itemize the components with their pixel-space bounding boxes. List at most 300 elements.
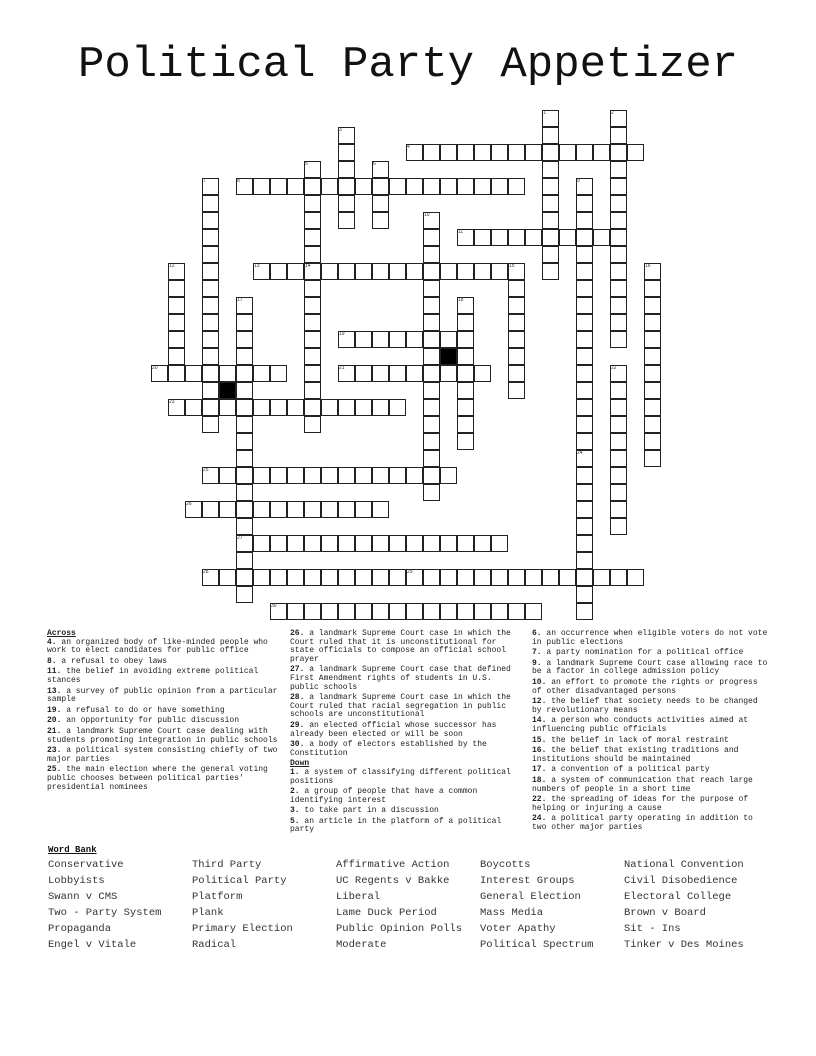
grid-cell[interactable]: [304, 195, 321, 212]
grid-cell[interactable]: [168, 314, 185, 331]
grid-cell[interactable]: [355, 603, 372, 620]
grid-cell[interactable]: [372, 501, 389, 518]
grid-cell[interactable]: [253, 535, 270, 552]
grid-cell[interactable]: [406, 365, 423, 382]
grid-cell[interactable]: [287, 501, 304, 518]
grid-cell[interactable]: [321, 467, 338, 484]
grid-cell[interactable]: [576, 535, 593, 552]
grid-cell[interactable]: [457, 535, 474, 552]
grid-cell[interactable]: [576, 212, 593, 229]
grid-cell[interactable]: [423, 348, 440, 365]
grid-cell[interactable]: [304, 569, 321, 586]
grid-cell[interactable]: [559, 569, 576, 586]
grid-cell[interactable]: [372, 467, 389, 484]
grid-cell[interactable]: [576, 433, 593, 450]
grid-cell[interactable]: [525, 603, 542, 620]
grid-cell[interactable]: [236, 365, 253, 382]
grid-cell[interactable]: [610, 178, 627, 195]
grid-cell[interactable]: [508, 603, 525, 620]
grid-cell[interactable]: [423, 144, 440, 161]
grid-cell[interactable]: [389, 467, 406, 484]
grid-cell[interactable]: [372, 178, 389, 195]
grid-cell[interactable]: [644, 348, 661, 365]
grid-cell[interactable]: [508, 331, 525, 348]
grid-cell[interactable]: [202, 399, 219, 416]
grid-cell[interactable]: [202, 297, 219, 314]
grid-cell[interactable]: [457, 365, 474, 382]
grid-cell[interactable]: [457, 569, 474, 586]
grid-cell[interactable]: [457, 144, 474, 161]
grid-cell[interactable]: [236, 484, 253, 501]
grid-cell[interactable]: [202, 348, 219, 365]
grid-cell[interactable]: [253, 178, 270, 195]
grid-cell[interactable]: [423, 450, 440, 467]
grid-cell[interactable]: [236, 348, 253, 365]
grid-cell[interactable]: [423, 297, 440, 314]
grid-cell[interactable]: [338, 535, 355, 552]
grid-cell[interactable]: [304, 348, 321, 365]
grid-cell[interactable]: [338, 195, 355, 212]
grid-cell[interactable]: [644, 433, 661, 450]
grid-cell[interactable]: [593, 229, 610, 246]
grid-cell[interactable]: [644, 280, 661, 297]
grid-cell[interactable]: [508, 280, 525, 297]
grid-cell[interactable]: [457, 314, 474, 331]
grid-cell[interactable]: [202, 331, 219, 348]
grid-cell[interactable]: [338, 263, 355, 280]
grid-cell[interactable]: [423, 399, 440, 416]
grid-cell[interactable]: [355, 365, 372, 382]
grid-cell[interactable]: [321, 178, 338, 195]
grid-cell[interactable]: [338, 501, 355, 518]
grid-cell[interactable]: [610, 399, 627, 416]
grid-cell[interactable]: [440, 569, 457, 586]
grid-cell[interactable]: [270, 263, 287, 280]
grid-cell[interactable]: [304, 382, 321, 399]
grid-cell[interactable]: [610, 433, 627, 450]
grid-cell[interactable]: [236, 382, 253, 399]
grid-cell[interactable]: [168, 331, 185, 348]
grid-cell[interactable]: [185, 365, 202, 382]
grid-cell[interactable]: [253, 399, 270, 416]
grid-cell[interactable]: [355, 501, 372, 518]
grid-cell[interactable]: [644, 314, 661, 331]
grid-cell[interactable]: [576, 382, 593, 399]
grid-cell[interactable]: [627, 569, 644, 586]
grid-cell[interactable]: [610, 501, 627, 518]
grid-cell[interactable]: [270, 178, 287, 195]
grid-cell[interactable]: [423, 331, 440, 348]
grid-cell[interactable]: [610, 297, 627, 314]
grid-cell[interactable]: [406, 603, 423, 620]
grid-cell[interactable]: [576, 144, 593, 161]
grid-cell[interactable]: [474, 178, 491, 195]
grid-cell[interactable]: [168, 280, 185, 297]
grid-cell[interactable]: [321, 603, 338, 620]
grid-cell[interactable]: [474, 144, 491, 161]
grid-cell[interactable]: [525, 144, 542, 161]
grid-cell[interactable]: [304, 416, 321, 433]
grid-cell[interactable]: [440, 603, 457, 620]
grid-cell[interactable]: [406, 331, 423, 348]
grid-cell[interactable]: [508, 569, 525, 586]
grid-cell[interactable]: [542, 229, 559, 246]
grid-cell[interactable]: [202, 229, 219, 246]
grid-cell[interactable]: [457, 331, 474, 348]
grid-cell[interactable]: [440, 331, 457, 348]
grid-cell[interactable]: [304, 280, 321, 297]
grid-cell[interactable]: [270, 569, 287, 586]
grid-cell[interactable]: [287, 178, 304, 195]
grid-cell[interactable]: [474, 569, 491, 586]
grid-cell[interactable]: [219, 569, 236, 586]
grid-cell[interactable]: [491, 144, 508, 161]
grid-cell[interactable]: [253, 569, 270, 586]
grid-cell[interactable]: [304, 399, 321, 416]
grid-cell[interactable]: [304, 314, 321, 331]
grid-cell[interactable]: [372, 365, 389, 382]
grid-cell[interactable]: [610, 263, 627, 280]
grid-cell[interactable]: [270, 467, 287, 484]
grid-cell[interactable]: [508, 314, 525, 331]
grid-cell[interactable]: [355, 178, 372, 195]
grid-cell[interactable]: [168, 348, 185, 365]
grid-cell[interactable]: [355, 569, 372, 586]
grid-cell[interactable]: [236, 501, 253, 518]
grid-cell[interactable]: [610, 331, 627, 348]
grid-cell[interactable]: [304, 246, 321, 263]
grid-cell[interactable]: [576, 552, 593, 569]
grid-cell[interactable]: [610, 314, 627, 331]
grid-cell[interactable]: [236, 518, 253, 535]
grid-cell[interactable]: [389, 603, 406, 620]
grid-cell[interactable]: [202, 314, 219, 331]
grid-cell[interactable]: [644, 382, 661, 399]
grid-cell[interactable]: [576, 501, 593, 518]
grid-cell[interactable]: [168, 365, 185, 382]
grid-cell[interactable]: [542, 178, 559, 195]
grid-cell[interactable]: [389, 365, 406, 382]
grid-cell[interactable]: [219, 501, 236, 518]
grid-cell[interactable]: [355, 263, 372, 280]
grid-cell[interactable]: [576, 416, 593, 433]
grid-cell[interactable]: [457, 399, 474, 416]
grid-cell[interactable]: [423, 382, 440, 399]
grid-cell[interactable]: [457, 178, 474, 195]
grid-cell[interactable]: [610, 484, 627, 501]
grid-cell[interactable]: [423, 535, 440, 552]
grid-cell[interactable]: [202, 416, 219, 433]
grid-cell[interactable]: [304, 501, 321, 518]
grid-cell[interactable]: [321, 263, 338, 280]
grid-cell[interactable]: [202, 501, 219, 518]
grid-cell[interactable]: [304, 178, 321, 195]
grid-cell[interactable]: [236, 399, 253, 416]
grid-cell[interactable]: [219, 399, 236, 416]
clue-number: 2.: [290, 787, 300, 797]
grid-cell[interactable]: [457, 348, 474, 365]
grid-cell[interactable]: [576, 569, 593, 586]
grid-cell[interactable]: [338, 144, 355, 161]
grid-cell[interactable]: [491, 229, 508, 246]
grid-cell[interactable]: [525, 569, 542, 586]
grid-cell[interactable]: [304, 297, 321, 314]
grid-cell[interactable]: [304, 331, 321, 348]
grid-cell[interactable]: [542, 144, 559, 161]
grid-cell[interactable]: [253, 501, 270, 518]
grid-cell[interactable]: [236, 433, 253, 450]
grid-cell[interactable]: [542, 246, 559, 263]
grid-cell[interactable]: [202, 365, 219, 382]
grid-cell[interactable]: [576, 348, 593, 365]
grid-cell[interactable]: [508, 229, 525, 246]
grid-cell[interactable]: [406, 263, 423, 280]
grid-cell[interactable]: [406, 467, 423, 484]
grid-cell[interactable]: [304, 535, 321, 552]
grid-cell[interactable]: [236, 467, 253, 484]
grid-cell[interactable]: [457, 433, 474, 450]
grid-cell[interactable]: [338, 603, 355, 620]
grid-cell[interactable]: [508, 178, 525, 195]
grid-cell[interactable]: [168, 297, 185, 314]
grid-cell[interactable]: [542, 212, 559, 229]
grid-cell[interactable]: [270, 535, 287, 552]
grid-cell[interactable]: [423, 365, 440, 382]
grid-cell[interactable]: [338, 467, 355, 484]
grid-cell[interactable]: [372, 569, 389, 586]
grid-cell[interactable]: [423, 229, 440, 246]
grid-cell[interactable]: [610, 467, 627, 484]
grid-cell[interactable]: [491, 535, 508, 552]
grid-cell[interactable]: [338, 569, 355, 586]
grid-cell[interactable]: [474, 263, 491, 280]
grid-cell[interactable]: [338, 178, 355, 195]
grid-cell[interactable]: [644, 399, 661, 416]
grid-cell[interactable]: [610, 144, 627, 161]
grid-cell[interactable]: [372, 195, 389, 212]
grid-cell[interactable]: [287, 467, 304, 484]
grid-cell[interactable]: [474, 603, 491, 620]
grid-cell[interactable]: [372, 535, 389, 552]
grid-cell[interactable]: [321, 535, 338, 552]
grid-cell[interactable]: [423, 178, 440, 195]
grid-cell[interactable]: [423, 416, 440, 433]
grid-cell[interactable]: [491, 263, 508, 280]
grid-cell[interactable]: [457, 263, 474, 280]
grid-cell[interactable]: [576, 195, 593, 212]
grid-cell[interactable]: [610, 161, 627, 178]
grid-cell[interactable]: [610, 229, 627, 246]
grid-cell[interactable]: [542, 569, 559, 586]
grid-cell[interactable]: [491, 569, 508, 586]
grid-cell[interactable]: [202, 212, 219, 229]
grid-cell[interactable]: [236, 331, 253, 348]
grid-cell[interactable]: [610, 212, 627, 229]
grid-cell[interactable]: [508, 297, 525, 314]
grid-cell[interactable]: [610, 127, 627, 144]
grid-cell[interactable]: [355, 399, 372, 416]
grid-cell[interactable]: [406, 535, 423, 552]
grid-cell[interactable]: [202, 280, 219, 297]
grid-cell[interactable]: [304, 603, 321, 620]
grid-cell[interactable]: [576, 399, 593, 416]
grid-cell[interactable]: [423, 280, 440, 297]
grid-cell[interactable]: [440, 178, 457, 195]
grid-cell[interactable]: [389, 331, 406, 348]
grid-cell[interactable]: [304, 229, 321, 246]
grid-cell[interactable]: [491, 603, 508, 620]
grid-cell[interactable]: [610, 569, 627, 586]
grid-cell[interactable]: [508, 382, 525, 399]
grid-cell[interactable]: [321, 569, 338, 586]
grid-cell[interactable]: [576, 586, 593, 603]
grid-cell[interactable]: [304, 365, 321, 382]
grid-cell[interactable]: [219, 467, 236, 484]
grid-cell[interactable]: [423, 603, 440, 620]
grid-cell[interactable]: [576, 365, 593, 382]
grid-cell[interactable]: [236, 569, 253, 586]
grid-cell[interactable]: [338, 399, 355, 416]
grid-cell[interactable]: [219, 365, 236, 382]
grid-cell[interactable]: [202, 263, 219, 280]
grid-cell[interactable]: [508, 144, 525, 161]
grid-cell[interactable]: [372, 399, 389, 416]
grid-cell[interactable]: [372, 331, 389, 348]
grid-cell[interactable]: [576, 263, 593, 280]
grid-cell[interactable]: [576, 280, 593, 297]
grid-cell[interactable]: [355, 331, 372, 348]
grid-cell[interactable]: [202, 195, 219, 212]
grid-cell[interactable]: [423, 569, 440, 586]
grid-cell[interactable]: [644, 331, 661, 348]
grid-cell[interactable]: [372, 603, 389, 620]
grid-cell[interactable]: [287, 569, 304, 586]
grid-cell[interactable]: [287, 399, 304, 416]
grid-cell[interactable]: [423, 484, 440, 501]
clue-text: the belief that society needs to be changed by revolutionary means: [532, 697, 758, 715]
grid-cell[interactable]: [236, 552, 253, 569]
grid-cell[interactable]: [389, 178, 406, 195]
grid-cell[interactable]: [627, 144, 644, 161]
grid-cell[interactable]: [270, 365, 287, 382]
grid-cell[interactable]: [287, 263, 304, 280]
grid-cell[interactable]: [389, 569, 406, 586]
grid-cell[interactable]: [610, 382, 627, 399]
grid-cell[interactable]: [593, 569, 610, 586]
grid-cell[interactable]: [355, 535, 372, 552]
grid-cell[interactable]: [474, 229, 491, 246]
grid-cell[interactable]: [559, 229, 576, 246]
grid-cell[interactable]: [457, 382, 474, 399]
grid-cell[interactable]: [321, 399, 338, 416]
grid-cell[interactable]: [542, 195, 559, 212]
grid-cell[interactable]: [423, 246, 440, 263]
grid-cell[interactable]: [457, 603, 474, 620]
grid-cell[interactable]: [610, 416, 627, 433]
grid-cell[interactable]: [440, 535, 457, 552]
grid-cell[interactable]: [338, 161, 355, 178]
grid-cell[interactable]: [372, 263, 389, 280]
grid-cell[interactable]: [185, 399, 202, 416]
grid-cell[interactable]: [287, 603, 304, 620]
grid-cell[interactable]: [542, 263, 559, 280]
grid-cell[interactable]: [491, 178, 508, 195]
grid-cell[interactable]: [576, 484, 593, 501]
grid-cell[interactable]: [610, 280, 627, 297]
grid-cell[interactable]: [304, 212, 321, 229]
grid-cell[interactable]: [576, 331, 593, 348]
grid-cell[interactable]: [389, 399, 406, 416]
grid-cell[interactable]: [253, 467, 270, 484]
grid-cell[interactable]: [236, 314, 253, 331]
grid-cell[interactable]: [287, 535, 304, 552]
grid-cell[interactable]: [474, 365, 491, 382]
grid-cell[interactable]: [372, 212, 389, 229]
grid-cell[interactable]: [559, 144, 576, 161]
grid-cell[interactable]: [389, 263, 406, 280]
grid-cell[interactable]: [423, 263, 440, 280]
grid-cell[interactable]: [508, 348, 525, 365]
clue-item: [532, 630, 768, 647]
grid-cell[interactable]: [253, 365, 270, 382]
grid-cell[interactable]: [406, 178, 423, 195]
grid-cell[interactable]: [270, 399, 287, 416]
grid-cell[interactable]: [440, 365, 457, 382]
grid-number: 14: [305, 263, 311, 269]
grid-cell[interactable]: [644, 416, 661, 433]
grid-cell[interactable]: [644, 365, 661, 382]
grid-cell[interactable]: [423, 314, 440, 331]
grid-cell[interactable]: [610, 450, 627, 467]
grid-cell[interactable]: [321, 501, 338, 518]
grid-cell[interactable]: [236, 416, 253, 433]
grid-cell[interactable]: [542, 161, 559, 178]
grid-cell[interactable]: [202, 246, 219, 263]
grid-cell[interactable]: [338, 212, 355, 229]
grid-cell[interactable]: [576, 603, 593, 620]
grid-cell[interactable]: [576, 297, 593, 314]
grid-cell[interactable]: [525, 229, 542, 246]
grid-cell[interactable]: [423, 467, 440, 484]
grid-cell[interactable]: [576, 314, 593, 331]
grid-cell[interactable]: [440, 467, 457, 484]
grid-cell[interactable]: [457, 416, 474, 433]
grid-cell[interactable]: [542, 127, 559, 144]
grid-cell[interactable]: [355, 467, 372, 484]
grid-cell[interactable]: [576, 246, 593, 263]
grid-cell[interactable]: [593, 144, 610, 161]
grid-cell[interactable]: [508, 365, 525, 382]
grid-cell[interactable]: [202, 382, 219, 399]
grid-cell[interactable]: [610, 246, 627, 263]
grid-cell[interactable]: [576, 467, 593, 484]
grid-cell[interactable]: [304, 467, 321, 484]
grid-cell[interactable]: [236, 450, 253, 467]
grid-cell[interactable]: [270, 501, 287, 518]
grid-cell[interactable]: [474, 535, 491, 552]
grid-cell[interactable]: [236, 586, 253, 603]
grid-cell[interactable]: [576, 518, 593, 535]
grid-cell[interactable]: [644, 450, 661, 467]
grid-cell[interactable]: [644, 297, 661, 314]
grid-cell[interactable]: [610, 195, 627, 212]
grid-cell[interactable]: [610, 518, 627, 535]
grid-cell[interactable]: [440, 263, 457, 280]
grid-cell[interactable]: [440, 144, 457, 161]
grid-cell[interactable]: [576, 229, 593, 246]
grid-cell[interactable]: [389, 535, 406, 552]
grid-cell[interactable]: [423, 433, 440, 450]
